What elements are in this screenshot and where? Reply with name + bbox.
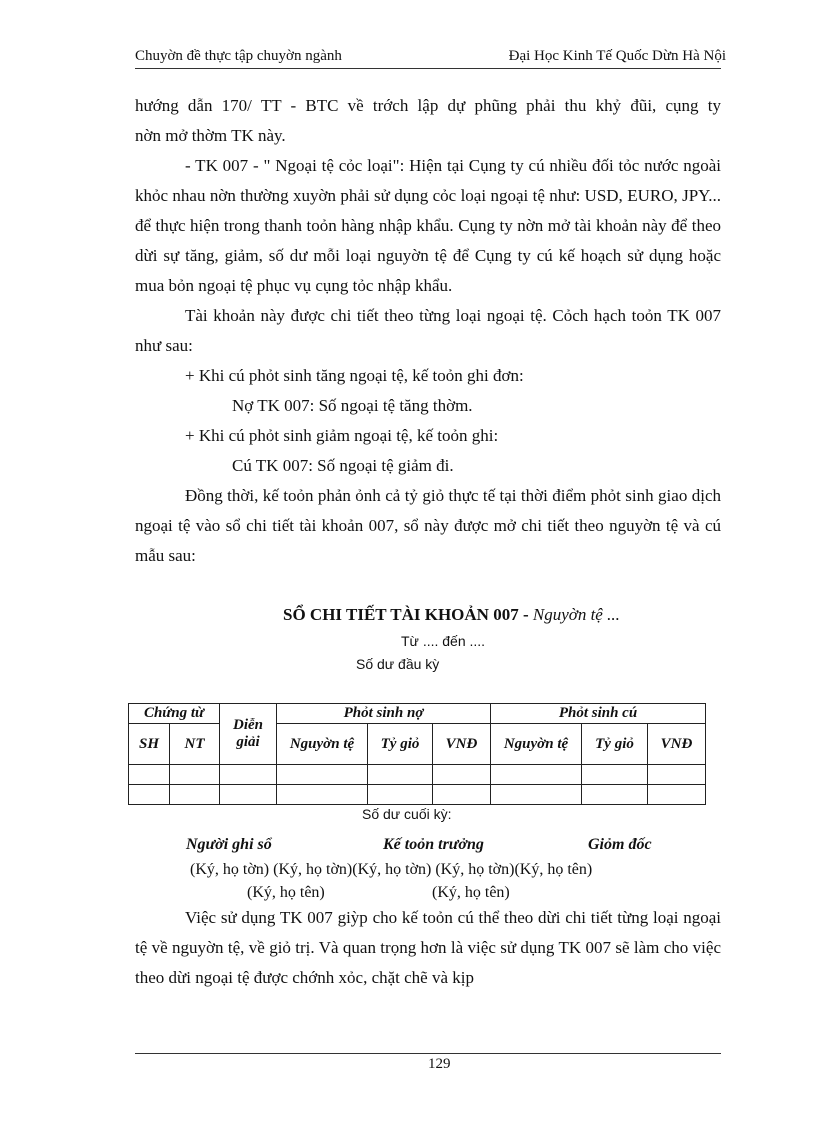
table-row [129, 785, 706, 805]
header-right: Đại Học Kinh Tế Quốc Dừn Hà Nội [508, 48, 726, 64]
form-period: Từ .... đến .... [401, 633, 486, 649]
header-rule [135, 68, 721, 69]
closing-balance: Số dư cuối kỳ: [362, 806, 452, 822]
footer-rule [135, 1053, 721, 1054]
header-rate-debit: Tỷ giỏ [368, 724, 433, 765]
signature-line-a: (Ký, họ tên) [247, 884, 325, 901]
header-nt: NT [170, 724, 220, 765]
paragraph-credit-entry: Cú TK 007: Số ngoại tệ giảm đi. [232, 456, 454, 475]
body-bottom [135, 903, 721, 993]
header-orig-credit: Nguyờn tệ [491, 724, 582, 765]
signature-line-b: (Ký, họ tên) [432, 884, 510, 901]
paragraph-increase: + Khi cú phỏt sinh tăng ngoại tệ, kế toỏn ghi đơn: [185, 366, 524, 385]
paragraph-1-line-1: hướng dẫn 170/ TT - BTC về trớch lập dự phũng phải thu khỷ đũi, cụng ty [135, 96, 721, 115]
form-title: SỔ CHI TIẾT TÀI KHOẢN 007 - Nguyờn tệ ... [283, 605, 620, 624]
header-voucher: Chứng từ [129, 704, 220, 724]
ledger-table [128, 703, 706, 805]
header-description: Diễn giải [220, 704, 277, 765]
paragraph-conclusion: Việc sử dụng TK 007 giỳp cho kế toỏn cú thể theo dừi chi tiết từng loại ngoại tệ về nguyờn tệ, về giỏ trị. Và quan trọng hơn là việc sử dụng TK 007 sẽ làm cho việc theo dừi ngoại tệ được chớnh xỏc, chặt chẽ và kịp [135, 908, 721, 987]
page-number: 129 [428, 1056, 451, 1072]
signature-chief-accountant: Kế toỏn trưởng [383, 836, 484, 853]
paragraph-debit-entry: Nợ TK 007: Số ngoại tệ tăng thờm. [232, 396, 473, 415]
signature-director: Giỏm đốc [588, 836, 652, 853]
paragraph-tk007: - TK 007 - " Ngoại tệ cỏc loại": Hiện tại Cụng ty cú nhiều đối tỏc nước ngoài khỏc nhau nờn thường xuyờn phải sử dụng cỏc loại ngoại tệ như: USD, EURO, JPY... để thực hiện trong thanh toỏn hàng nhập khẩu. Cụng ty nờn mở tài khoản này để theo dừi sự tăng, giảm, số dư mỗi loại nguyờn tệ để Cụng ty cú kế hoạch sử dụng hoặc mua bỏn ngoại tệ phục vụ cụng tỏc nhập khẩu. [135, 156, 721, 295]
header-vnd-credit: VNĐ [648, 724, 706, 765]
paragraph-exchange-rate: Đồng thời, kế toỏn phản ỏnh cả tỷ giỏ thực tế tại thời điểm phỏt sinh giao dịch ngoại tệ vào sổ chi tiết tài khoản 007, sổ này được mở chi tiết theo nguyờn tệ và cú mẫu sau: [135, 486, 721, 565]
header-left: Chuyờn đề thực tập chuyờn ngành [135, 48, 342, 64]
signature-lines: (Ký, họ tờn) (Ký, họ tờn)(Ký, họ tờn) (Ký, họ tờn)(Ký, họ tên) [190, 861, 593, 878]
paragraph-decrease: + Khi cú phỏt sinh giảm ngoại tệ, kế toỏn ghi: [185, 426, 499, 445]
header-rate-credit: Tỷ giỏ [582, 724, 648, 765]
header-orig-debit: Nguyờn tệ [277, 724, 368, 765]
paragraph-detail: Tài khoản này được chi tiết theo từng loại ngoại tệ. Cỏch hạch toỏn TK 007 như sau: [135, 306, 721, 355]
table-row [129, 765, 706, 785]
header-credit: Phỏt sinh cú [491, 704, 706, 724]
header-debit: Phỏt sinh nợ [277, 704, 491, 724]
body-top [135, 91, 721, 571]
header-sh: SH [129, 724, 170, 765]
signature-recorder: Người ghi sổ [186, 836, 272, 853]
paragraph-1-line-2: nờn mở thờm TK này. [135, 126, 286, 145]
opening-balance: Số dư đầu kỳ [356, 656, 440, 672]
header-vnd-debit: VNĐ [433, 724, 491, 765]
